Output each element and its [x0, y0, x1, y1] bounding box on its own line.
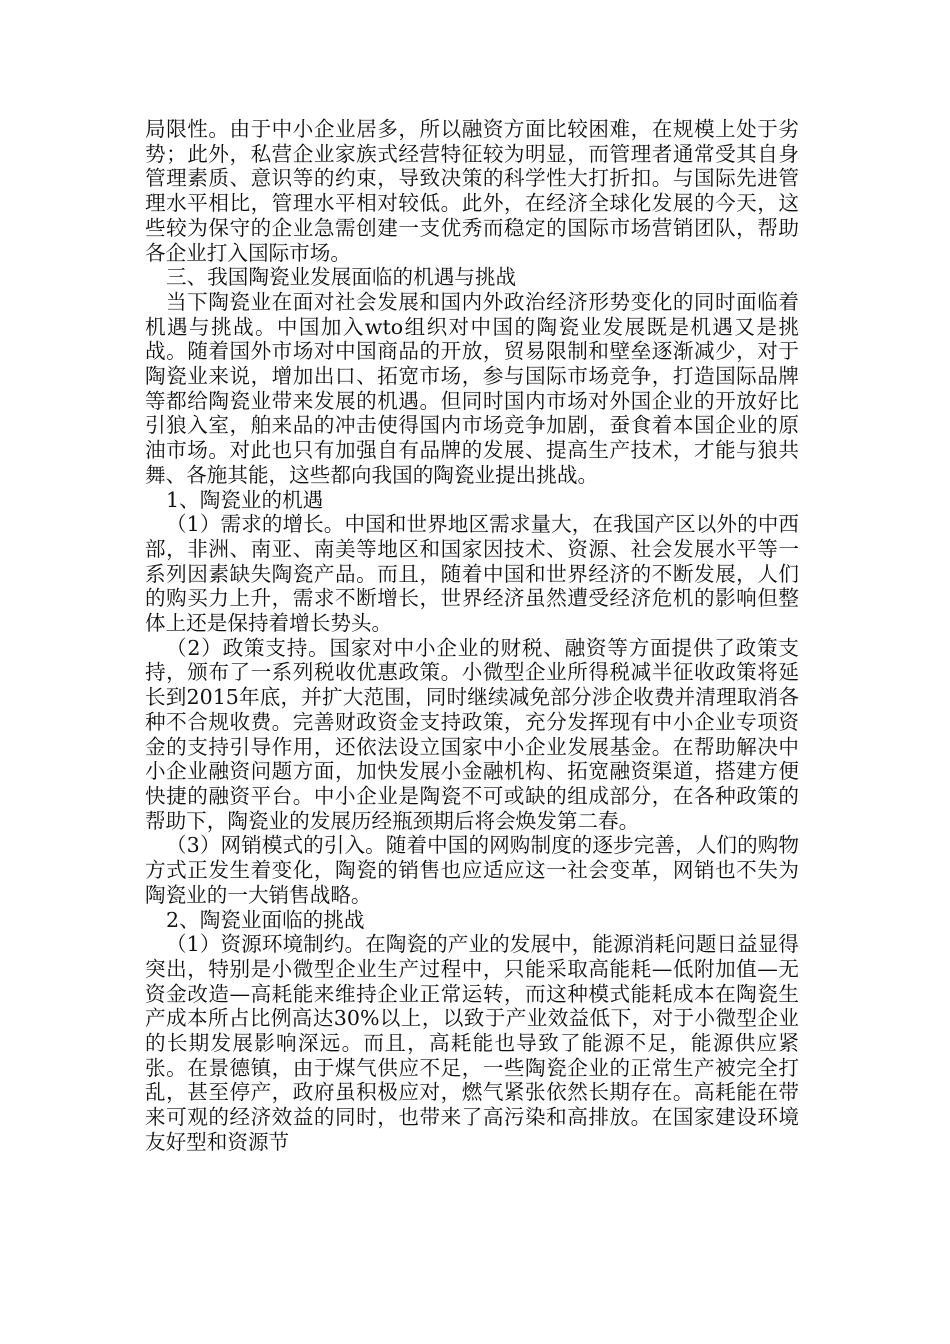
section-heading-opportunities-challenges: 三、我国陶瓷业发展面临的机遇与挑战 [166, 265, 517, 290]
paragraph-management-limits: 局限性。由于中小企业居多，所以融资方面比较困难，在规模上处于劣势；此外，私营企业家族式经营特征较为明显，而管理者通常受其自身管理素质、意识等的约束，导致决策的科学性大打折扣。与国际先进管理水平相比，管理水平相对较低。此外，在经济全球化发展的今天，这些较为保守的企业急需创建一支优秀而稳定的国际市场营销团队，帮助各企业打入国际市场。 [145, 117, 799, 265]
paragraph-policy-support: （2）政策支持。国家对中小企业的财税、融资等方面提供了政策支持，颁布了一系列税收优惠政策。小微型企业所得税减半征收政策将延长到2015年底，并扩大范围，同时继续减免部分涉企收费并清理取消各种不合规收费。完善财政资金支持政策，充分发挥现有中小企业专项资金的支持引导作用，还依法设立国家中小企业发展基金。在帮助解决中小企业融资问题方面，加快发展小金融机构、拓宽融资渠道，搭建方便快捷的融资平台。中小企业是陶瓷不可或缺的组成部分，在各种政策的帮助下，陶瓷业的发展历经瓶颈期后将会焕发第二春。 [145, 635, 799, 833]
subsection-heading-opportunities: 1、陶瓷业的机遇 [166, 487, 324, 512]
document-body [145, 117, 799, 1155]
subsection-heading-challenges: 2、陶瓷业面临的挑战 [166, 907, 365, 932]
paragraph-resource-constraints: （1）资源环境制约。在陶瓷的产业的发展中，能源消耗问题日益显得突出，特别是小微型企业生产过程中，只能采取高能耗—低附加值—无资金改造—高耗能来维持企业正常运转，而这种模式能耗成本在陶瓷生产成本所占比例高达30%以上，以致于产业效益低下，对于小微型企业的长期发展影响深远。而且，高耗能也导致了能源不足，能源供应紧张。在景德镇，由于煤气供应不足，一些陶瓷企业的正常生产被完全打乱，甚至停产，政府虽积极应对，燃气紧张依然长期存在。高耗能在带来可观的经济效益的同时，也带来了高污染和高排放。在国家建设环境友好型和资源节 [145, 932, 799, 1154]
paragraph-wto-intro: 当下陶瓷业在面对社会发展和国内外政治经济形势变化的同时面临着机遇与挑战。中国加入wto组织对中国的陶瓷业发展既是机遇又是挑战。随着国外市场对中国商品的开放，贸易限制和壁垒逐渐减少，对于陶瓷业来说，增加出口、拓宽市场，参与国际市场竞争，打造国际品牌等都给陶瓷业带来发展的机遇。但同时国内市场对外国企业的开放好比引狼入室，舶来品的冲击使得国内市场竞争加剧，蚕食着本国企业的原油市场。对此也只有加强自有品牌的发展、提高生产技术，才能与狼共舞、各施其能，这些都向我国的陶瓷业提出挑战。 [145, 289, 799, 487]
paragraph-online-sales: （3）网销模式的引入。随着中国的网购制度的逐步完善，人们的购物方式正发生着变化，陶瓷的销售也应适应这一社会变革，网销也不失为陶瓷业的一大销售战略。 [145, 833, 799, 907]
paragraph-demand-growth: （1）需求的增长。中国和世界地区需求量大，在我国产区以外的中西部，非洲、南亚、南美等地区和国家因技术、资源、社会发展水平等一系列因素缺失陶瓷产品。而且，随着中国和世界经济的不断发展，人们的购买力上升，需求不断增长，世界经济虽然遭受经济危机的影响但整体上还是保持着增长势头。 [145, 512, 799, 636]
